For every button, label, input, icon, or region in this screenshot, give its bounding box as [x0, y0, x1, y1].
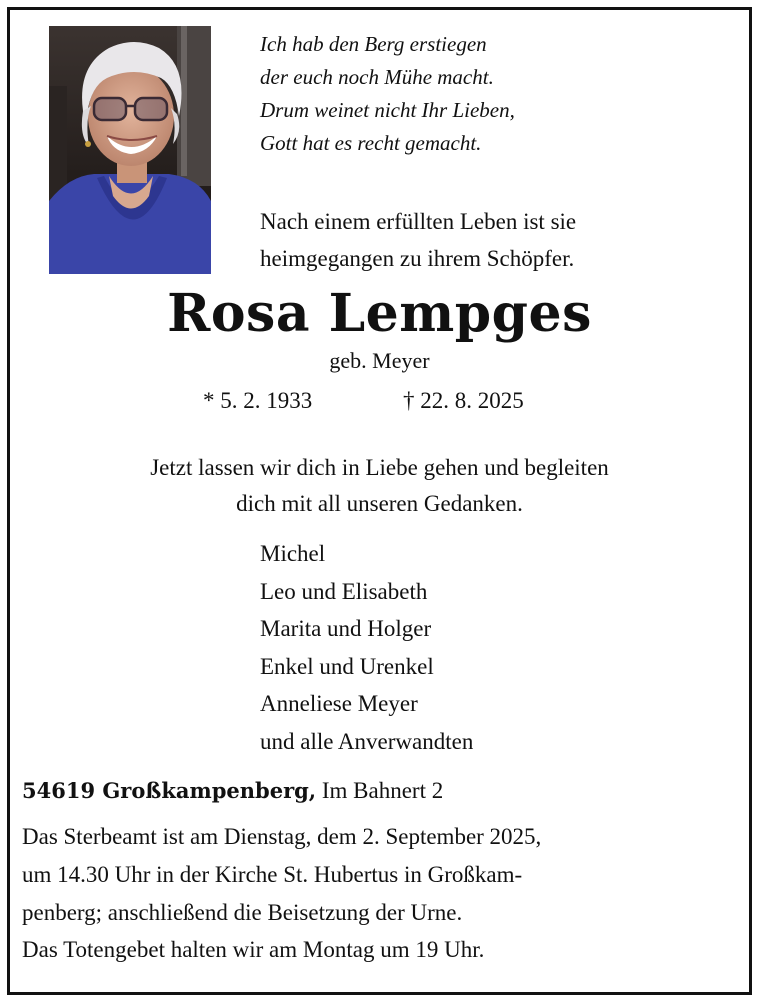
poem [260, 28, 515, 160]
obituary-notice [7, 7, 752, 995]
service-line: Das Sterbeamt ist am Dienstag, dem 2. September 2025, [22, 824, 542, 849]
birth-date: * 5. 2. 1933 [203, 388, 313, 413]
poem-line: Ich hab den Berg erstiegen [260, 32, 487, 56]
mourner: Enkel und Urenkel [260, 653, 434, 679]
deceased-name: Rosa Lempges [167, 283, 592, 344]
mourner: Leo und Elisabeth [260, 578, 428, 604]
address [22, 778, 443, 804]
death-date: † 22. 8. 2025 [403, 388, 524, 413]
service-line: um 14.30 Uhr in der Kirche St. Hubertus in Großkam- [22, 862, 523, 887]
intro-text [260, 203, 576, 277]
mourner: Anneliese Meyer [260, 691, 418, 716]
birth-name: geb. Meyer [329, 348, 430, 373]
portrait-photo [49, 26, 211, 274]
mourner: und alle Anverwandten [260, 728, 474, 754]
farewell-line: Jetzt lassen wir dich in Liebe gehen und begleiten [150, 455, 609, 480]
intro-line: Nach einem erfüllten Leben ist sie [260, 209, 577, 234]
address-street: Im Bahnert 2 [316, 778, 444, 803]
service-line: penberg; anschließend die Beisetzung der Urne. [22, 900, 463, 925]
poem-line: Drum weinet nicht Ihr Lieben, [260, 98, 515, 122]
poem-line: Gott hat es recht gemacht. [260, 131, 482, 155]
service-info [22, 818, 742, 932]
mourners-list [260, 535, 473, 760]
address-place: 54619 Großkampenberg, [22, 778, 317, 803]
prayer-info: Das Totengebet halten wir am Montag um 19 Uhr. [22, 937, 485, 962]
mourner: Michel [260, 541, 326, 566]
intro-line: heimgegangen zu ihrem Schöpfer. [260, 246, 575, 271]
mourner: Marita und Holger [260, 616, 432, 641]
farewell-text [10, 450, 749, 522]
farewell-line: dich mit all unseren Gedanken. [236, 491, 523, 516]
poem-line: der euch noch Mühe macht. [260, 65, 494, 89]
